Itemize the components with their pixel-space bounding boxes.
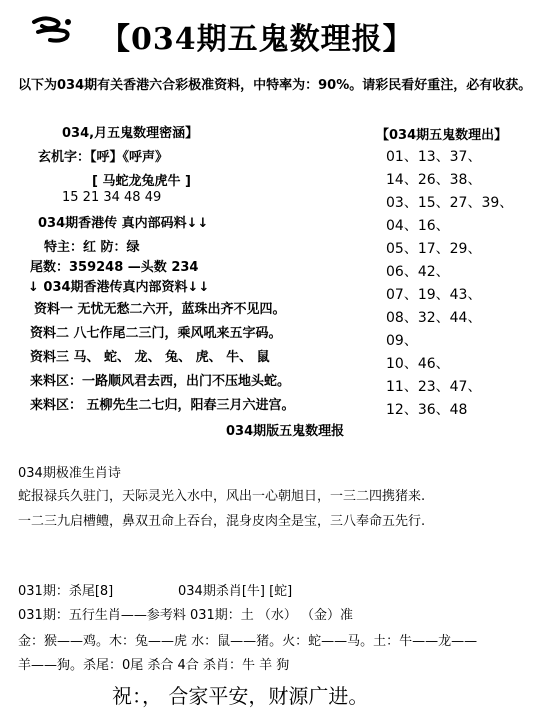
- poem-title: 034期极准生肖诗: [18, 466, 121, 481]
- number-row: 12、36、48: [386, 402, 468, 418]
- zodiac-list: [ 马蛇龙兔虎牛 ]: [92, 174, 191, 189]
- secret-title: 034,月五鬼数理密涵】: [62, 126, 199, 141]
- five-elements-line: 031期：五行生肖——参考料 031期：土 （水） （金）准: [18, 608, 354, 623]
- info-one: 资料一 无忧无愁二六开，蓝珠出齐不见四。: [34, 302, 286, 317]
- info-two: 资料二 八七作尾二三门，乘风吼来五字码。: [30, 326, 282, 341]
- kill-summary-line: 羊——狗。杀尾：0尾 杀合 4合 杀肖：牛 羊 狗: [18, 658, 290, 673]
- poem-line-one: 蛇报禄兵久驻门，天际灵光入水中，风出一心朝旭日，一三二四携猪来.: [18, 489, 426, 504]
- weishu-line: 尾数：359248 —头数 234: [30, 260, 199, 275]
- xuanjizi: 玄机字：【呼】《呼声》: [38, 150, 169, 165]
- source-two: 来料区： 五柳先生二七归，阳春三月六进宫。: [30, 398, 295, 413]
- number-row: 04、16、: [386, 218, 450, 234]
- elements-zodiac-line: 金：猴——鸡。木：兔——虎 水：鼠——猪。火：蛇——马。土：牛——龙——: [18, 634, 478, 649]
- poem-line-two: 一二三九启槽鳢，鼻双丑命上吞台，混身皮肉全是宝，三八奉命五先行.: [18, 514, 426, 529]
- edition-label: 034期版五鬼数理报: [226, 424, 345, 439]
- number-row: 08、32、44、: [386, 310, 482, 326]
- logo-swirl-icon: [30, 14, 74, 44]
- number-row: 01、13、37、: [386, 149, 482, 165]
- hk-info-title: ↓ 034期香港传真内部资料↓↓: [28, 280, 210, 295]
- blessing: 祝：， 合家平安，财源广进。: [112, 684, 369, 708]
- special-numbers: 15 21 34 48 49: [62, 190, 162, 205]
- kill-tail: 031期：杀尾[8]: [18, 584, 114, 599]
- hk-code-title: 034期香港传 真内部码料↓↓: [38, 216, 209, 231]
- number-row: 14、26、38、: [386, 172, 482, 188]
- number-row: 06、42、: [386, 264, 450, 280]
- right-title: 【034期五鬼数理出】: [376, 128, 508, 143]
- number-row: 07、19、43、: [386, 287, 482, 303]
- info-three: 资料三 马、 蛇、 龙、 兔、 虎、 牛、 鼠: [30, 350, 270, 365]
- kill-zodiac: 034期杀肖[牛] [蛇]: [178, 584, 293, 599]
- intro-text: 以下为034期有关香港六合彩极准资料，中特率为：90%。请彩民看好重注，必有收获。: [18, 78, 532, 93]
- source-one: 来料区：一路顺风君去西，出门不压地头蛇。: [30, 374, 291, 389]
- number-row: 03、15、27、39、: [386, 195, 514, 211]
- number-row: 05、17、29、: [386, 241, 482, 257]
- page-title: 【034期五鬼数理报】: [100, 22, 414, 57]
- tema-line: 特主：红 防：绿: [44, 240, 140, 255]
- number-row: 09、: [386, 333, 418, 349]
- number-row: 10、46、: [386, 356, 450, 372]
- number-row: 11、23、47、: [386, 379, 482, 395]
